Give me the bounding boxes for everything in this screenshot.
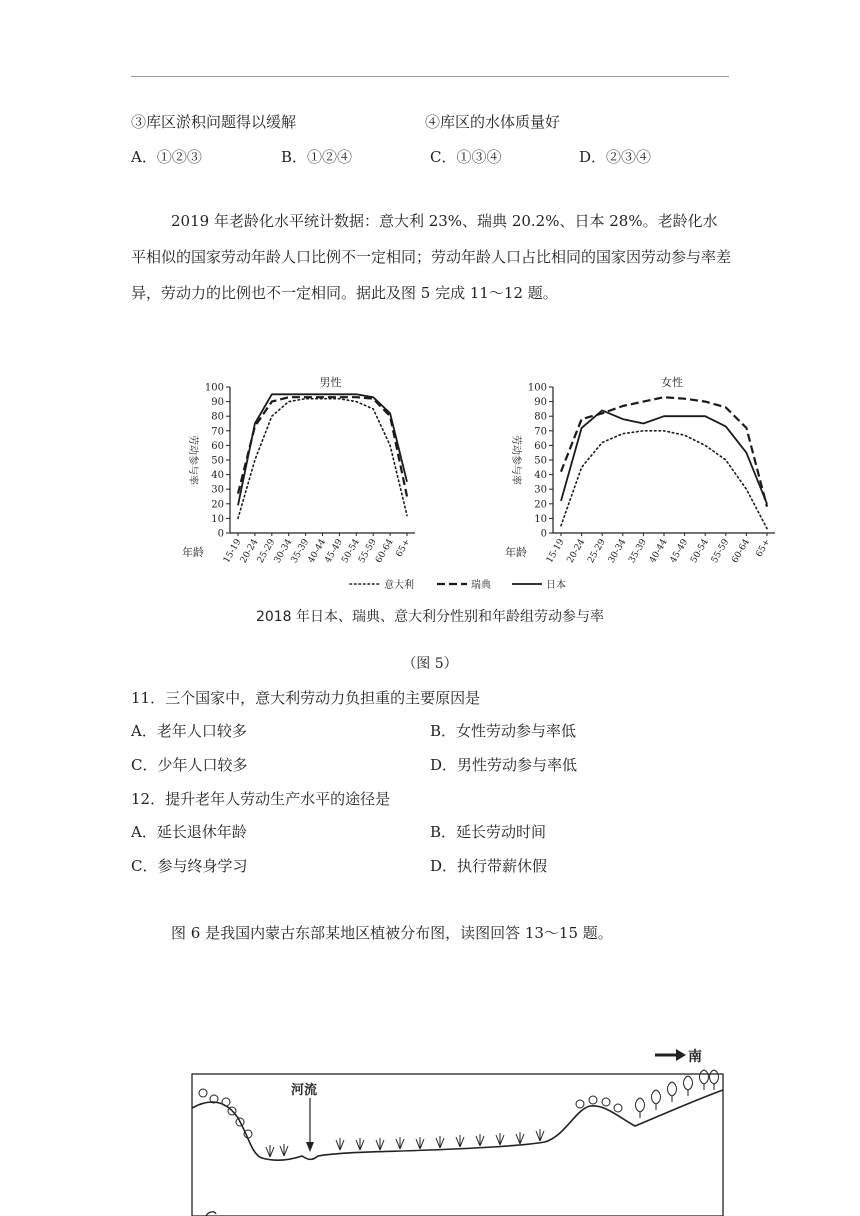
y-axis-label: 劳动参与率 — [510, 435, 521, 485]
option-4: ④库区的水体质量好 — [425, 113, 561, 131]
x-tick-label: 30-34 — [606, 537, 629, 565]
shrub-icons — [199, 1089, 622, 1138]
x-tick-label: 35-39 — [289, 537, 312, 565]
y-tick-label: 0 — [540, 528, 547, 540]
q12-option-c: C．参与终身学习 — [131, 857, 248, 875]
x-tick-label: 60-64 — [730, 537, 752, 565]
y-tick-label: 60 — [534, 440, 547, 452]
series-line — [561, 397, 767, 507]
legend-label: 日本 — [546, 580, 566, 591]
series-line — [238, 399, 407, 519]
y-tick-label: 80 — [534, 411, 547, 423]
y-tick-label: 40 — [534, 470, 547, 482]
x-tick-label: 40-44 — [647, 537, 670, 565]
x-axis-label: 年龄 — [505, 546, 527, 559]
panel-title: 男性 — [319, 376, 342, 389]
figure-5-chart — [0, 370, 860, 610]
x-tick-label: 20-24 — [238, 537, 261, 565]
river-label: 河流 — [291, 1083, 318, 1098]
legend-label: 瑞典 — [471, 580, 491, 591]
series-line — [561, 410, 767, 503]
x-tick-label: 40-44 — [306, 537, 329, 565]
q11-stem: 11．三个国家中，意大利劳动力负担重的主要原因是 — [131, 689, 481, 707]
y-tick-label: 10 — [534, 513, 547, 525]
x-tick-label: 20-24 — [565, 537, 588, 565]
y-tick-label: 70 — [211, 426, 224, 438]
choice-c: C．①③④ — [430, 148, 502, 166]
y-tick-label: 20 — [211, 499, 224, 511]
q12-option-d: D．执行带薪休假 — [430, 857, 548, 875]
x-tick-label: 25-29 — [255, 537, 278, 565]
panel-title: 女性 — [661, 376, 683, 389]
y-tick-label: 40 — [211, 470, 224, 482]
y-tick-label: 0 — [217, 528, 224, 540]
y-tick-label: 60 — [211, 440, 224, 452]
y-axis-label: 劳动参与率 — [187, 435, 198, 485]
diagram-frame — [192, 1074, 723, 1216]
y-tick-label: 90 — [211, 397, 224, 409]
choice-b: B．①②④ — [281, 148, 353, 166]
tree-icons — [636, 1070, 719, 1118]
series-line — [561, 431, 767, 529]
x-tick-label: 35-39 — [627, 537, 649, 565]
figure-6-vegetation-diagram — [0, 1046, 860, 1216]
q11-option-c: C．少年人口较多 — [131, 756, 248, 774]
q12-stem: 12．提升老年人劳动生产水平的途径是 — [131, 790, 391, 808]
q11-option-d: D．男性劳动参与率低 — [430, 756, 578, 774]
x-tick-label: 15-19 — [544, 537, 567, 565]
q12-option-b: B．延长劳动时间 — [430, 823, 547, 841]
x-tick-label: 30-34 — [272, 537, 295, 565]
x-tick-label: 50-54 — [340, 537, 362, 565]
x-tick-label: 55-59 — [709, 537, 732, 565]
choice-a: A．①②③ — [131, 148, 202, 166]
y-tick-label: 30 — [534, 484, 547, 496]
x-axis-label: 年龄 — [182, 546, 204, 559]
figure-6-intro: 图 6 是我国内蒙古东部某地区植被分布图，读图回答 13～15 题。 — [171, 924, 613, 942]
x-tick-label: 55-59 — [357, 537, 379, 565]
y-tick-label: 100 — [204, 382, 224, 394]
q11-option-b: B．女性劳动参与率低 — [430, 722, 577, 740]
y-tick-label: 10 — [211, 513, 224, 525]
x-tick-label: 65+ — [754, 537, 773, 559]
y-tick-label: 90 — [534, 397, 547, 409]
legend-label: 意大利 — [384, 580, 414, 591]
figure-5-caption: （图 5） — [402, 656, 458, 672]
y-tick-label: 50 — [534, 455, 547, 467]
x-tick-label: 65+ — [394, 537, 413, 559]
option-3: ③库区淤积问题得以缓解 — [131, 113, 297, 131]
series-line — [238, 397, 407, 496]
q11-option-a: A．老年人口较多 — [131, 722, 247, 740]
choice-d: D．②③④ — [579, 148, 652, 166]
y-tick-label: 30 — [211, 484, 224, 496]
x-tick-label: 45-49 — [668, 537, 691, 565]
south-label: 南 — [688, 1049, 702, 1065]
river-arrowhead — [306, 1142, 314, 1152]
q12-option-a: A．延长退休年龄 — [131, 823, 247, 841]
y-tick-label: 80 — [211, 411, 224, 423]
y-tick-label: 50 — [211, 455, 224, 467]
y-tick-label: 20 — [534, 499, 547, 511]
series-line — [238, 394, 407, 505]
x-tick-label: 25-29 — [586, 537, 608, 565]
x-tick-label: 15-19 — [221, 537, 244, 565]
y-tick-label: 100 — [527, 382, 547, 394]
header-rule — [131, 76, 729, 77]
x-tick-label: 45-49 — [323, 537, 345, 565]
x-tick-label: 50-54 — [689, 537, 711, 565]
chart-title: 2018 年日本、瑞典、意大利分性别和年龄组劳动参与率 — [255, 609, 605, 625]
x-tick-label: 60-64 — [374, 537, 396, 565]
south-arrowhead — [676, 1049, 686, 1061]
intro-paragraph: 2019 年老龄化水平统计数据：意大利 23%、瑞典 20.2%、日本 28%。老龄化水平相似的国家劳动年龄人口比例不一定相同；劳动年龄人口占比相同的国家因劳动参与率差异，劳动力的比例也不一定相同。据此及图 5 完成 11～12 题。 — [131, 212, 732, 302]
y-tick-label: 70 — [534, 426, 547, 438]
